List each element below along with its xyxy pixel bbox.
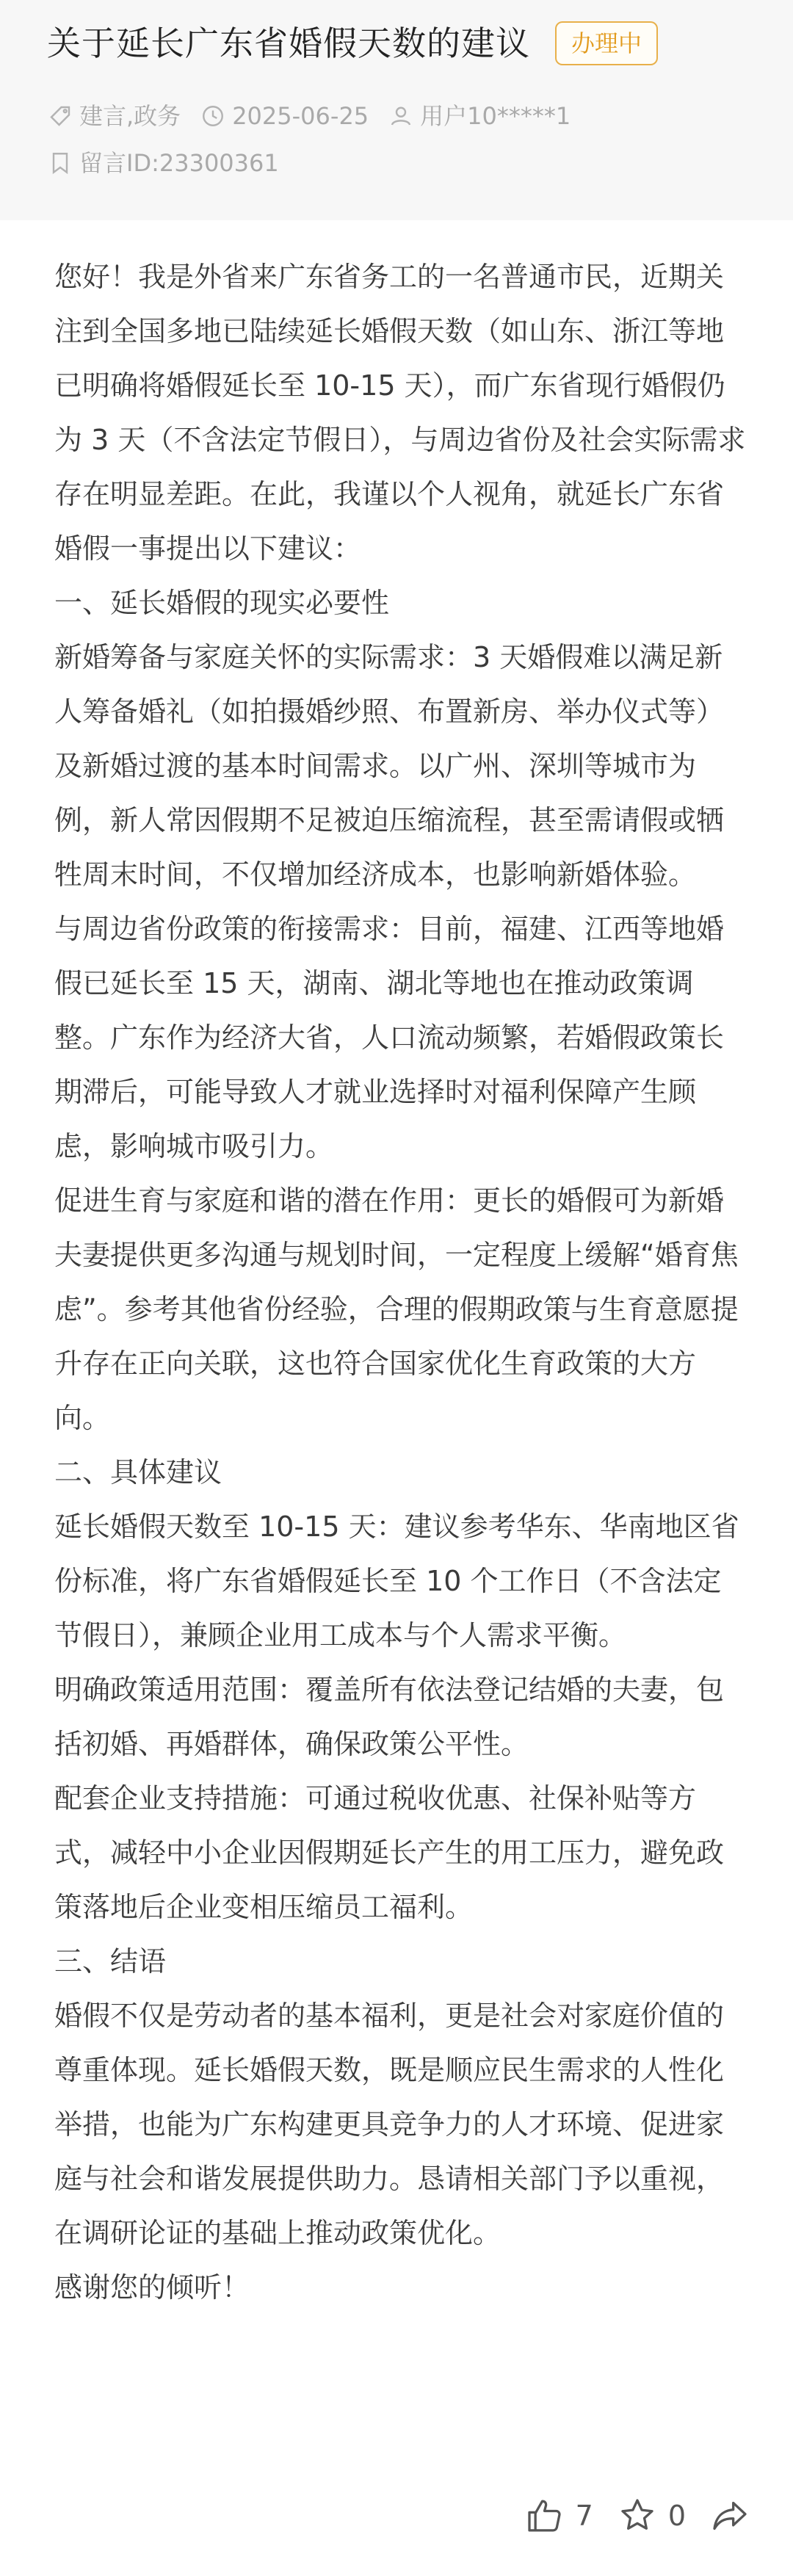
content-paragraph: 您好！我是外省来广东省务工的一名普通市民，近期关注到全国多地已陆续延长婚假天数（如山东、浙江等地已明确将婚假延长至 10-15 天），而广东省现行婚假仍为 3 天（不含法定节假日），与周边省份及社会实际需求存在明显差距。在此，我谨以个人视角，就延长广东省婚假一事提出以下建议： — [54, 261, 746, 565]
user-icon — [388, 103, 414, 129]
share-button[interactable] — [709, 2495, 750, 2536]
page-title: 关于延长广东省婚假天数的建议 — [47, 23, 530, 63]
content-paragraph: 婚假不仅是劳动者的基本福利，更是社会对家庭价值的尊重体现。延长婚假天数，既是顺应民生需求的人性化举措，也能为广东构建更具竞争力的人才环境、促进家庭与社会和谐发展提供助力。恳请相关部门予以重视，在调研论证的基础上推动政策优化。 — [54, 2000, 725, 2249]
meta-row — [47, 101, 746, 131]
message-id-row — [47, 148, 746, 178]
content-paragraph: 新婚筹备与家庭关怀的实际需求：3 天婚假难以满足新人筹备婚礼（如拍摄婚纱照、布置新房、举办仪式等）及新婚过渡的基本时间需求。以广州、深圳等城市为例，新人常因假期不足被迫压缩流程，甚至需请假或牺牲周末时间，不仅增加经济成本，也影响新婚体验。 — [54, 641, 725, 891]
date-meta — [200, 101, 369, 131]
category-meta — [47, 101, 181, 131]
clock-icon — [200, 103, 226, 129]
post-content — [0, 220, 793, 2315]
user-meta — [388, 101, 571, 131]
title-row — [47, 19, 746, 68]
like-count: 7 — [575, 2500, 593, 2532]
favorite-button[interactable] — [617, 2495, 686, 2536]
favorite-count: 0 — [667, 2500, 686, 2532]
category-text: 建言,政务 — [79, 102, 181, 130]
date-text: 2025-06-25 — [232, 102, 369, 130]
section-heading: 一、延长婚假的现实必要性 — [54, 587, 390, 619]
post-header — [0, 0, 793, 220]
section-heading: 二、具体建议 — [54, 1456, 222, 1488]
status-badge: 办理中 — [555, 21, 658, 65]
share-icon — [709, 2495, 750, 2536]
action-bar — [501, 2495, 750, 2536]
closing-line: 感谢您的倾听！ — [54, 2271, 250, 2304]
bookmark-icon — [47, 150, 73, 176]
section-heading: 三、结语 — [54, 1945, 167, 1978]
content-paragraph: 促进生育与家庭和谐的潜在作用：更长的婚假可为新婚夫妻提供更多沟通与规划时间，一定程度上缓解“婚育焦虑”。参考其他省份经验，合理的假期政策与生育意愿提升存在正向关联，这也符合国家优化生育政策的大方向。 — [54, 1184, 739, 1434]
user-text: 用户10*****1 — [420, 102, 571, 130]
content-paragraph: 配套企业支持措施：可通过税收优惠、社保补贴等方式，减轻中小企业因假期延长产生的用工压力，避免政策落地后企业变相压缩员工福利。 — [54, 1782, 725, 1923]
message-id-meta — [47, 148, 279, 178]
content-paragraph: 与周边省份政策的衔接需求：目前，福建、江西等地婚假已延长至 15 天，湖南、湖北等地也在推动政策调整。广东作为经济大省，人口流动频繁，若婚假政策长期滞后，可能导致人才就业选择时对福利保障产生顾虑，影响城市吸引力。 — [54, 913, 725, 1162]
like-button[interactable] — [524, 2495, 593, 2536]
thumbs-up-icon — [524, 2495, 565, 2536]
content-paragraph: 明确政策适用范围：覆盖所有依法登记结婚的夫妻，包括初婚、再婚群体，确保政策公平性。 — [54, 1674, 725, 1760]
content-paragraph: 延长婚假天数至 10-15 天：建议参考华东、华南地区省份标准，将广东省婚假延长至 10 个工作日（不含法定节假日），兼顾企业用工成本与个人需求平衡。 — [54, 1510, 739, 1651]
message-id-text: 留言ID:23300361 — [79, 149, 279, 177]
tag-icon — [47, 103, 73, 129]
star-icon — [617, 2495, 658, 2536]
